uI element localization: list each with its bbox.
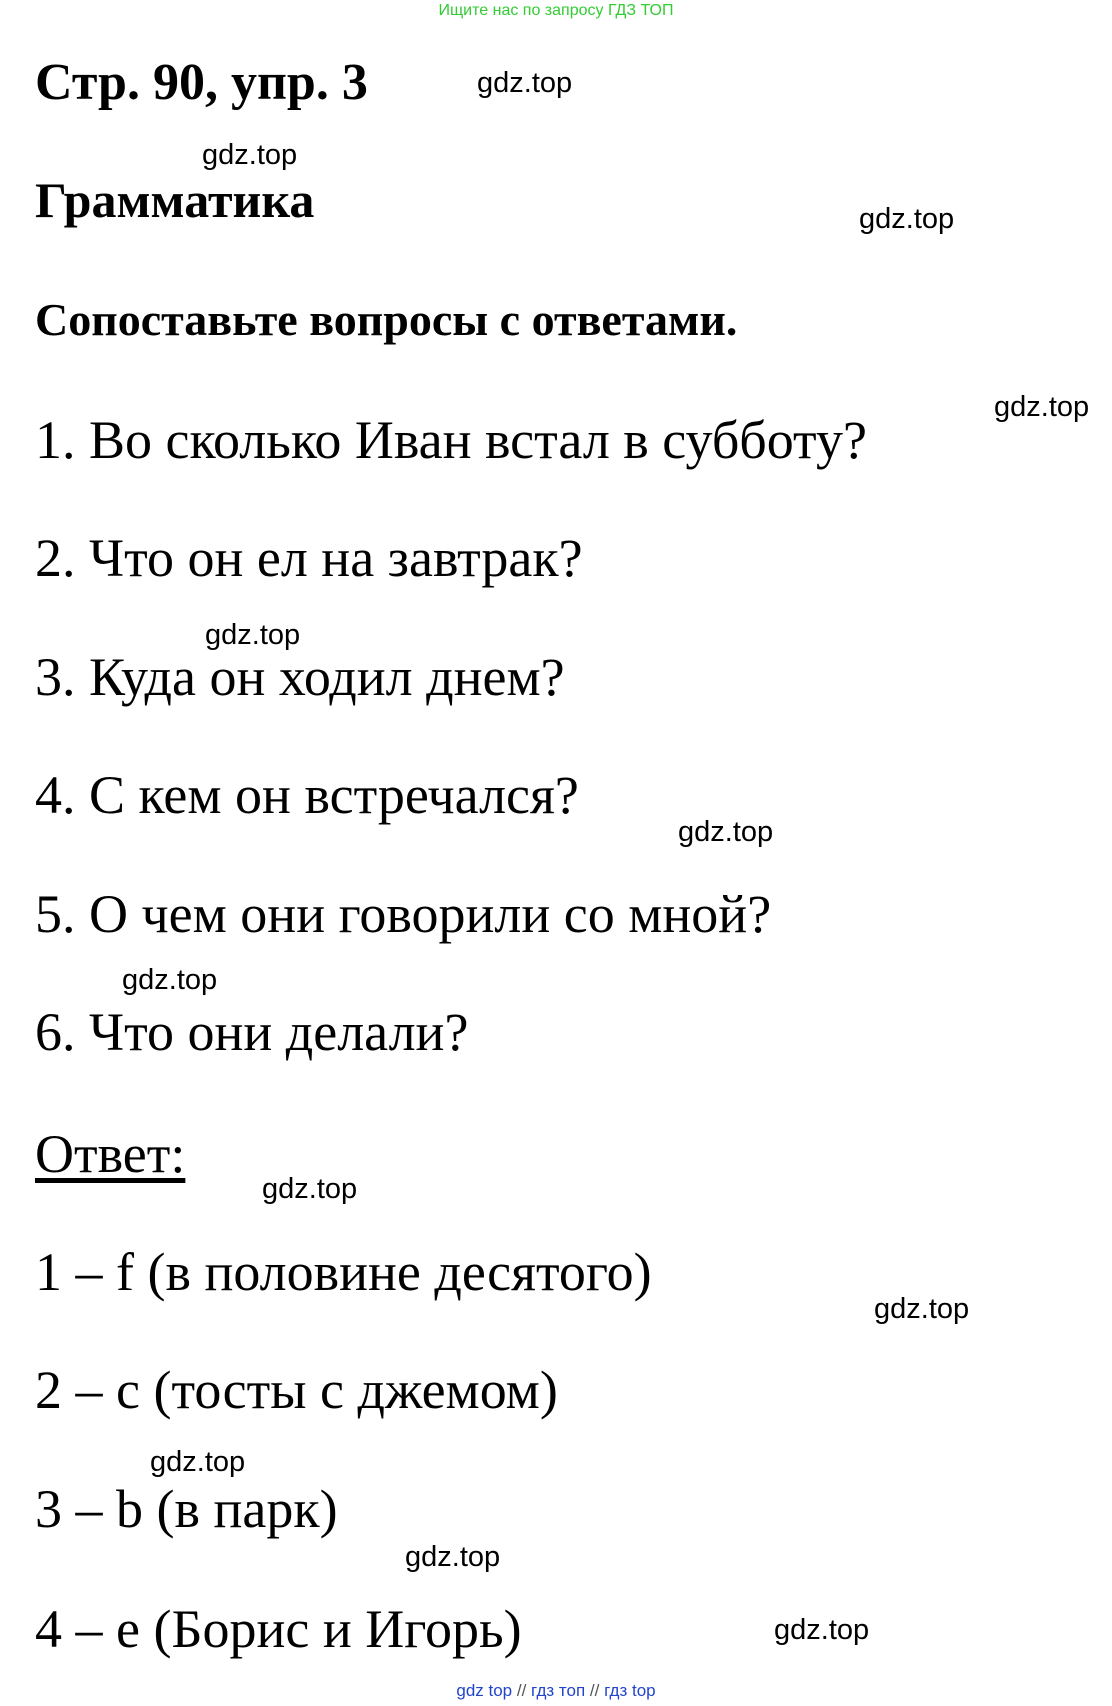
answer-item: 4 – e (Борис и Игорь) <box>35 1599 522 1659</box>
answer-item: 2 – c (тосты с джемом) <box>35 1360 558 1420</box>
footer-link-gdz-top[interactable]: gdz top <box>456 1681 513 1700</box>
section-heading: Грамматика <box>35 172 315 228</box>
page-title: Стр. 90, упр. 3 <box>35 54 368 111</box>
top-banner: Ищите нас по запросу ГДЗ ТОП <box>438 2 674 19</box>
task-instruction: Сопоставьте вопросы с ответами. <box>35 294 738 345</box>
watermark: gdz.top <box>202 139 298 171</box>
footer-separator: // <box>516 1681 527 1700</box>
watermark: gdz.top <box>262 1173 358 1205</box>
question-item: 3. Куда он ходил днем? <box>35 647 565 707</box>
answer-item: 1 – f (в половине десятого) <box>35 1242 652 1302</box>
watermark: gdz.top <box>774 1614 870 1646</box>
question-item: 1. Во сколько Иван встал в субботу? <box>35 410 867 470</box>
answer-item: 3 – b (в парк) <box>35 1479 338 1539</box>
footer-link-gdz-top-ru[interactable]: гдз топ <box>531 1681 586 1700</box>
question-item: 4. С кем он встречался? <box>35 765 579 825</box>
question-item: 2. Что он ел на завтрак? <box>35 528 583 588</box>
footer-link-gdz-top-mixed[interactable]: гдз top <box>604 1681 656 1700</box>
watermark: gdz.top <box>994 391 1090 423</box>
watermark: gdz.top <box>477 67 573 99</box>
question-item: 5. О чем они говорили со мной? <box>35 884 772 944</box>
watermark: gdz.top <box>150 1446 246 1478</box>
question-item: 6. Что они делали? <box>35 1002 469 1062</box>
watermark: gdz.top <box>874 1293 970 1325</box>
watermark: gdz.top <box>122 964 218 996</box>
footer-separator: // <box>589 1681 600 1700</box>
watermark: gdz.top <box>405 1541 501 1573</box>
footer-links <box>0 1680 1112 1702</box>
watermark: gdz.top <box>678 816 774 848</box>
watermark: gdz.top <box>859 203 955 235</box>
watermark: gdz.top <box>205 619 301 651</box>
answer-label: Ответ: <box>35 1124 186 1184</box>
